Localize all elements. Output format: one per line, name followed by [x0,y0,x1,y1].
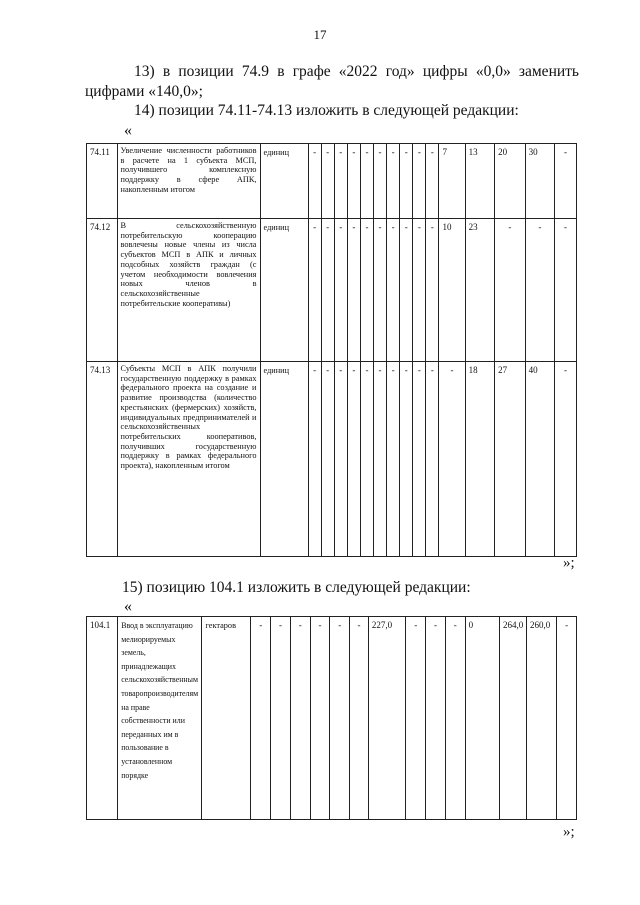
value-cell: - [387,144,400,219]
table-positions-74 [86,143,577,557]
value-cell: - [360,219,373,362]
value-cell: - [555,219,577,362]
value-cell: - [555,362,577,557]
value-cell: - [426,362,439,557]
value-cell: - [271,617,291,820]
value-cell: - [400,362,413,557]
value-cell: - [334,362,347,557]
value-cell: - [413,362,426,557]
value-cell: 10 [439,219,465,362]
value-cell: - [495,219,526,362]
value-cell: - [360,144,373,219]
value-cell: - [445,617,465,820]
value-cell: - [439,362,465,557]
value-cell: - [555,144,577,219]
value-cell: 264,0 [499,617,526,820]
page-number: 17 [313,27,327,42]
value-cell: - [387,362,400,557]
value-cell: 13 [465,144,494,219]
value-cell: - [373,219,386,362]
value-cell: - [310,617,330,820]
value-cell: - [308,219,321,362]
value-cell: 7 [439,144,465,219]
indicator-name: Увеличение численности работников в расчете на 1 субъекта МСП, получившего комплексную поддержку в сфере АПК, накопленным итогом [117,144,260,219]
unit-of-measure: единиц [260,144,308,219]
value-cell: 40 [525,362,554,557]
open-quote-2: « [124,598,132,615]
value-cell: - [321,362,334,557]
value-cell: - [360,362,373,557]
value-cell: - [308,362,321,557]
close-quote-2: »; [563,824,575,840]
value-cell: - [308,144,321,219]
value-cell: 227,0 [368,617,405,820]
value-cell: - [387,219,400,362]
close-quote-1: »; [563,555,575,571]
value-cell: - [400,144,413,219]
value-cell: 30 [525,144,554,219]
table-row [87,362,577,557]
value-cell: - [413,144,426,219]
value-cell: - [334,219,347,362]
indicator-name: Ввод в эксплуатацию мелиорируемых земель, принадлежащих сельскохозяйственным товаропроизводителям на праве собственности или переданных им в пользование в установленном порядке [118,617,202,820]
open-quote-1: « [124,122,132,139]
value-cell: - [426,144,439,219]
value-cell: 20 [495,144,526,219]
value-cell: - [334,144,347,219]
indicator-name: В сельскохозяйственную потребительскую кооперацию вовлечены новые члены из числа субъектов МСП в АПК и личных подсобных хозяйств граждан (с учетом необходимости вовлечения новых членов в сельскохозяйственные потребительские кооперативы) [117,219,260,362]
table-row [87,219,577,362]
value-cell: 260,0 [527,617,557,820]
indicator-name: Субъекты МСП в АПК получили государственную поддержку в рамках федерального проекта на создание и развитие производства (количество крестьянских (фермерских) хозяйств, индивидуальных предпринимателей и сельскохозяйственных потребительских кооперативов, получивших государственную поддержку в рамках федерального проекта), накопленным итогом [117,362,260,557]
position-number: 74.12 [87,219,118,362]
table-row [87,617,577,820]
value-cell: 18 [465,362,494,557]
value-cell: - [347,219,360,362]
value-cell: - [557,617,577,820]
position-number: 104.1 [87,617,118,820]
value-cell: - [251,617,271,820]
value-cell: - [525,219,554,362]
unit-of-measure: гектаров [202,617,251,820]
unit-of-measure: единиц [260,219,308,362]
value-cell: - [400,219,413,362]
value-cell: - [373,144,386,219]
value-cell: - [321,144,334,219]
value-cell: - [347,144,360,219]
value-cell: - [290,617,310,820]
value-cell: - [350,617,369,820]
value-cell: 23 [465,219,494,362]
value-cell: 27 [495,362,526,557]
item-14: 14) позиции 74.11-74.13 изложить в следующей редакции: [134,102,519,119]
value-cell: 0 [465,617,499,820]
table-position-104 [86,616,577,820]
position-number: 74.11 [87,144,118,219]
value-cell: - [347,362,360,557]
position-number: 74.13 [87,362,118,557]
item-13-line-2: цифрами «140,0»; [85,83,203,100]
value-cell: - [426,617,446,820]
value-cell: - [373,362,386,557]
table-row [87,144,577,219]
item-15: 15) позицию 104.1 изложить в следующей редакции: [122,579,471,596]
unit-of-measure: единиц [260,362,308,557]
value-cell: - [426,219,439,362]
item-13-line-1: 13) в позиции 74.9 в графе «2022 год» цифры «0,0» заменить [134,63,579,80]
value-cell: - [330,617,350,820]
value-cell: - [406,617,426,820]
value-cell: - [413,219,426,362]
value-cell: - [321,219,334,362]
